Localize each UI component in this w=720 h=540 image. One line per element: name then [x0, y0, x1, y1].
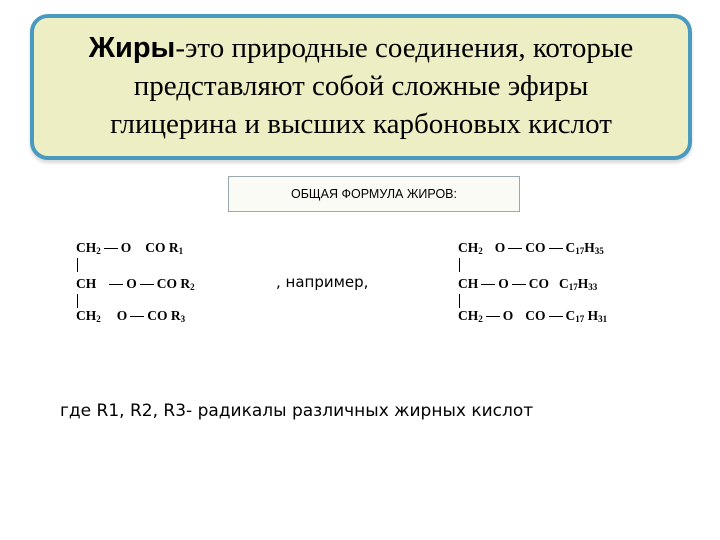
definition-term: Жиры	[88, 32, 176, 65]
bond-vertical	[77, 294, 78, 308]
bond-line	[512, 284, 526, 285]
bond-line	[508, 248, 522, 249]
example-formula-row-3: $CH_2$ O CO $C_{17}$ $H_{31}$	[458, 308, 608, 324]
definition-box	[30, 14, 692, 160]
bond-line	[486, 316, 500, 317]
definition-line-1	[89, 30, 633, 68]
general-formula-row-3: $CH_2$ O CO $R_3$	[76, 308, 186, 324]
example-formula-row-1: $CH_2$ O CO $C_{17}H_{35}$	[458, 240, 604, 256]
example-formula-row-2: CH O CO $C_{17}H_{33}$	[458, 276, 598, 292]
bond-line	[549, 248, 563, 249]
general-formula-row-2: CH O CO $R_2$	[76, 276, 195, 292]
bond-line	[481, 284, 495, 285]
bond-vertical	[459, 258, 460, 272]
general-formula-row-1: $CH_2$ O CO $R_1$	[76, 240, 184, 256]
bond-line	[140, 284, 154, 285]
radicals-note: где R1, R2, R3- радикалы различных жирных кислот	[60, 401, 534, 421]
bond-line	[549, 316, 563, 317]
bond-line	[130, 316, 144, 317]
bond-vertical	[77, 258, 78, 272]
bond-line	[104, 248, 118, 249]
definition-line-3: глицерина и высших карбоновых кислот	[110, 107, 612, 140]
bond-line	[109, 284, 123, 285]
bond-vertical	[459, 294, 460, 308]
example-text: , например,	[276, 273, 369, 291]
formula-label: ОБЩАЯ ФОРМУЛА ЖИРОВ:	[228, 176, 520, 212]
definition-line-1-rest: -это природные соединения, которые	[175, 32, 634, 65]
definition-line-2: представляют собой сложные эфиры	[133, 70, 589, 103]
